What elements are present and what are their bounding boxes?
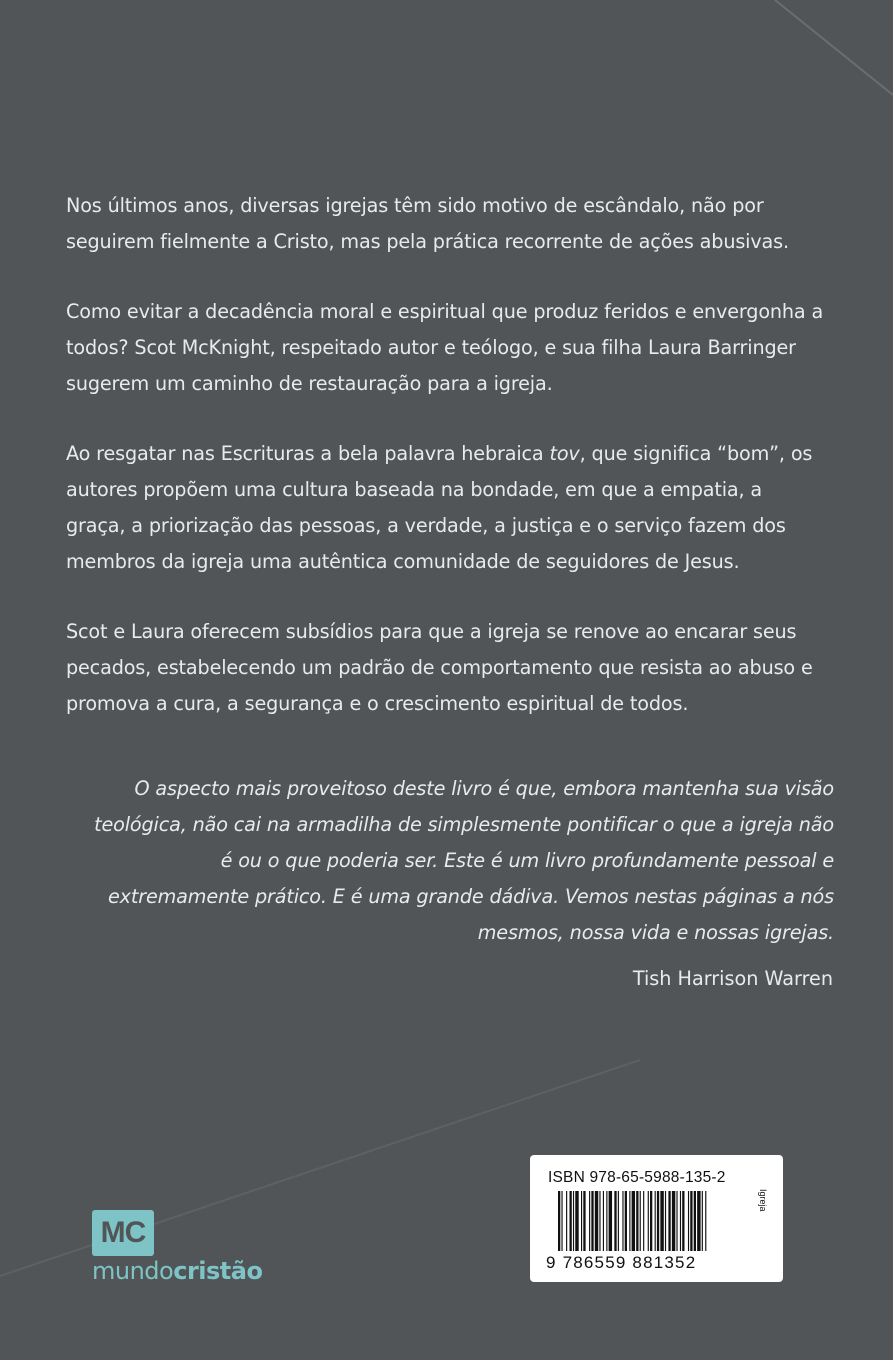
publisher-name-bold: cristão	[173, 1257, 263, 1285]
category-label: Igreja	[758, 1189, 768, 1212]
barcode-bar	[589, 1191, 590, 1251]
barcode-bar	[668, 1191, 670, 1251]
barcode-bar	[599, 1191, 600, 1251]
quote-author: Tish Harrison Warren	[632, 967, 833, 990]
barcode-bar	[603, 1191, 604, 1251]
barcode-image	[558, 1191, 753, 1251]
barcode-bar	[672, 1191, 675, 1251]
barcode-bar	[614, 1191, 616, 1251]
barcode-digits: 9 786559 881352	[546, 1253, 697, 1272]
barcode-bar	[609, 1191, 612, 1251]
isbn-label: ISBN 978-65-5988-135-2	[548, 1169, 726, 1186]
barcode-bar	[622, 1191, 623, 1251]
barcode-bar	[657, 1191, 659, 1251]
barcode-bar	[561, 1191, 562, 1251]
barcode-bar	[632, 1191, 635, 1251]
barcode-bar	[682, 1191, 684, 1251]
endorsement-quote: O aspecto mais proveitoso deste livro é que, embora mantenha sua visão teológica, não cai na armadilha de simplesmente pontificar o que a igreja não é ou o que poderia ser. Este é um livro profundamente pessoal e extremamente prático. E é uma grande dádiva. Vemos nestas páginas a nós mesmos, nossa vida e nossas igrejas.	[94, 777, 834, 944]
barcode-bar	[570, 1191, 572, 1251]
book-description	[66, 188, 826, 756]
barcode-bar	[702, 1191, 703, 1251]
barcode-bar	[694, 1191, 696, 1251]
barcode-bar	[575, 1191, 578, 1251]
barcode-bar	[655, 1191, 656, 1251]
barcode-bar	[665, 1191, 666, 1251]
barcode-bar	[643, 1191, 644, 1251]
description-paragraph-3-start: Ao resgatar nas Escrituras a bela palavra hebraica	[66, 442, 550, 465]
description-paragraph-3	[66, 436, 826, 580]
publisher-logo-mark: MC	[92, 1210, 154, 1256]
barcode-bar	[558, 1191, 560, 1251]
barcode-bar	[697, 1191, 700, 1251]
barcode-bar	[650, 1191, 652, 1251]
barcode-bar	[680, 1191, 681, 1251]
barcode-bar	[606, 1191, 607, 1251]
description-paragraph-3-end: , que significa “bom”, os autores propõem uma cultura baseada na bondade, em que a empatia, a graça, a priorização das pessoas, a verdade, a justiça e o serviço fazem dos membros da igreja uma autêntica comunidade de seguidores de Jesus.	[66, 442, 813, 573]
barcode-bar	[591, 1191, 593, 1251]
description-paragraph-4: Scot e Laura oferecem subsídios para que a igreja se renove ao encarar seus pecados, estabelecendo um padrão de comportamento que resista ao abuso e promova a cura, a segurança e o crescimento espiritual de todos.	[66, 620, 813, 715]
barcode-bar	[625, 1191, 627, 1251]
barcode-bar	[629, 1191, 630, 1251]
isbn-barcode-card	[530, 1155, 783, 1282]
barcode-bar	[660, 1191, 663, 1251]
publisher-name	[92, 1257, 262, 1285]
publisher-logo	[92, 1210, 262, 1285]
barcode-bar	[573, 1191, 574, 1251]
publisher-name-light: mundo	[92, 1257, 174, 1285]
barcode-bar	[640, 1191, 641, 1251]
hebrew-word-tov: tov	[549, 442, 580, 465]
barcode-bar	[581, 1191, 582, 1251]
barcode-bar	[690, 1191, 692, 1251]
barcode-bar	[566, 1191, 567, 1251]
barcode-bar	[618, 1191, 619, 1251]
barcode-bar	[595, 1191, 598, 1251]
description-paragraph-2: Como evitar a decadência moral e espiritual que produz feridos e envergonha a todos? Scot McKnight, respeitado autor e teólogo, e sua filha Laura Barringer sugerem um caminho de restauração para a igreja.	[66, 300, 824, 395]
barcode-bar	[636, 1191, 638, 1251]
barcode-bar	[676, 1191, 677, 1251]
barcode-bar	[583, 1191, 585, 1251]
barcode-bar	[648, 1191, 649, 1251]
description-paragraph-1: Nos últimos anos, diversas igrejas têm sido motivo de escândalo, não por seguirem fielmente a Cristo, mas pela prática recorrente de ações abusivas.	[66, 194, 789, 253]
barcode-bar	[688, 1191, 689, 1251]
barcode-bar	[705, 1191, 706, 1251]
